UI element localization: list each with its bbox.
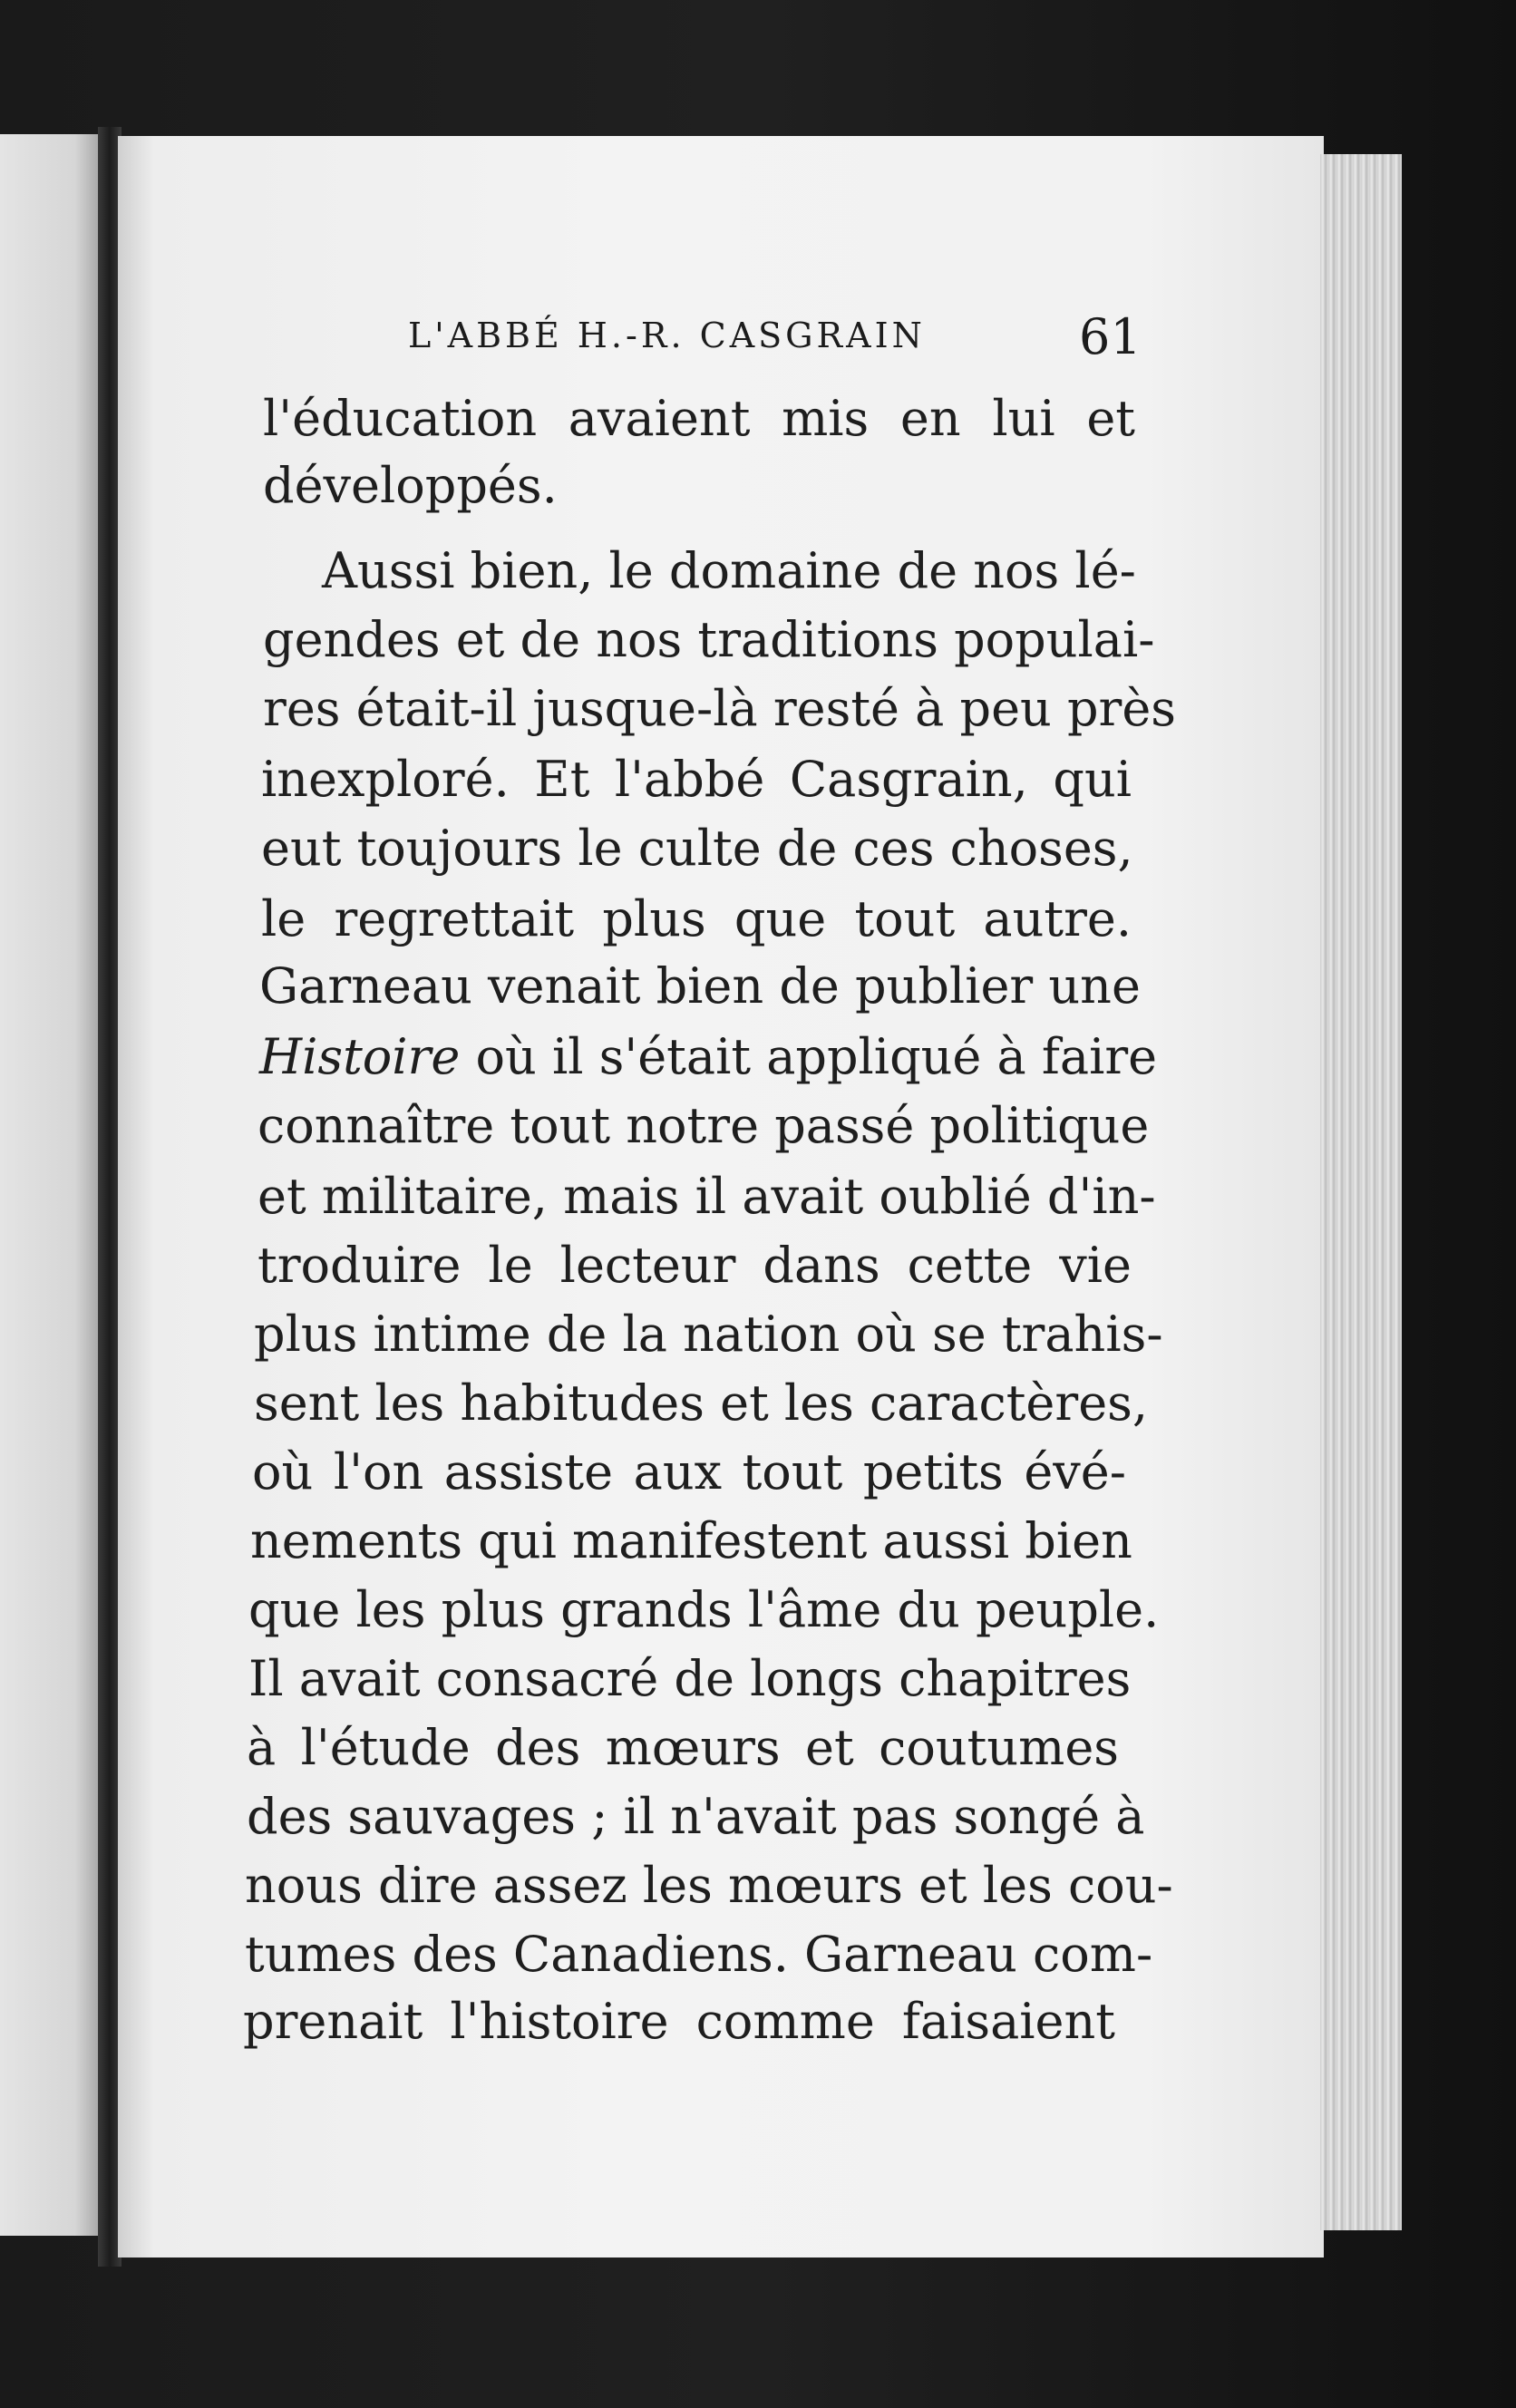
text-line bbox=[259, 1028, 1158, 1085]
text-line: gendes et de nos traditions populai- bbox=[263, 611, 1155, 668]
text-line: où l'on assiste aux tout petits évé- bbox=[252, 1443, 1126, 1500]
text-line: troduire le lecteur dans cette vie bbox=[258, 1237, 1132, 1294]
running-head: L'ABBÉ H.-R. CASGRAIN bbox=[408, 316, 926, 355]
text-line: et militaire, mais il avait oublié d'in- bbox=[258, 1168, 1156, 1225]
page-number: 61 bbox=[1079, 308, 1142, 365]
text-line: eut toujours le culte de ces choses, bbox=[261, 820, 1133, 877]
text-line: nements qui manifestent aussi bien bbox=[250, 1512, 1132, 1569]
text-line: Aussi bien, le domaine de nos lé- bbox=[322, 542, 1136, 599]
text-line: Garneau venait bien de publier une bbox=[259, 957, 1141, 1015]
text-line: prenait l'histoire comme faisaient bbox=[243, 1993, 1115, 2050]
text-line: nous dire assez les mœurs et les cou- bbox=[245, 1857, 1173, 1914]
text-line: développés. bbox=[263, 457, 558, 514]
text-line: l'éducation avaient mis en lui et bbox=[263, 390, 1135, 447]
text-line: tumes des Canadiens. Garneau com- bbox=[245, 1926, 1153, 1983]
text-line: que les plus grands l'âme du peuple. bbox=[248, 1581, 1160, 1638]
text-line: le regrettait plus que tout autre. bbox=[261, 890, 1132, 947]
text-line: à l'étude des mœurs et coutumes bbox=[247, 1719, 1119, 1776]
text-line: sent les habitudes et les caractères, bbox=[254, 1374, 1149, 1432]
text-line: connaître tout notre passé politique bbox=[258, 1097, 1150, 1154]
text-line: res était-il jusque-là resté à peu près bbox=[263, 680, 1177, 737]
text-fragment: où il s'était appliqué à faire bbox=[475, 1028, 1158, 1085]
text-line: des sauvages ; il n'avait pas songé à bbox=[247, 1788, 1145, 1845]
text-line: Il avait consacré de longs chapitres bbox=[248, 1650, 1132, 1707]
text-line: plus intime de la nation où se trahis- bbox=[254, 1306, 1163, 1363]
italic-title: Histoire bbox=[259, 1028, 461, 1085]
text-line: inexploré. Et l'abbé Casgrain, qui bbox=[261, 751, 1132, 808]
